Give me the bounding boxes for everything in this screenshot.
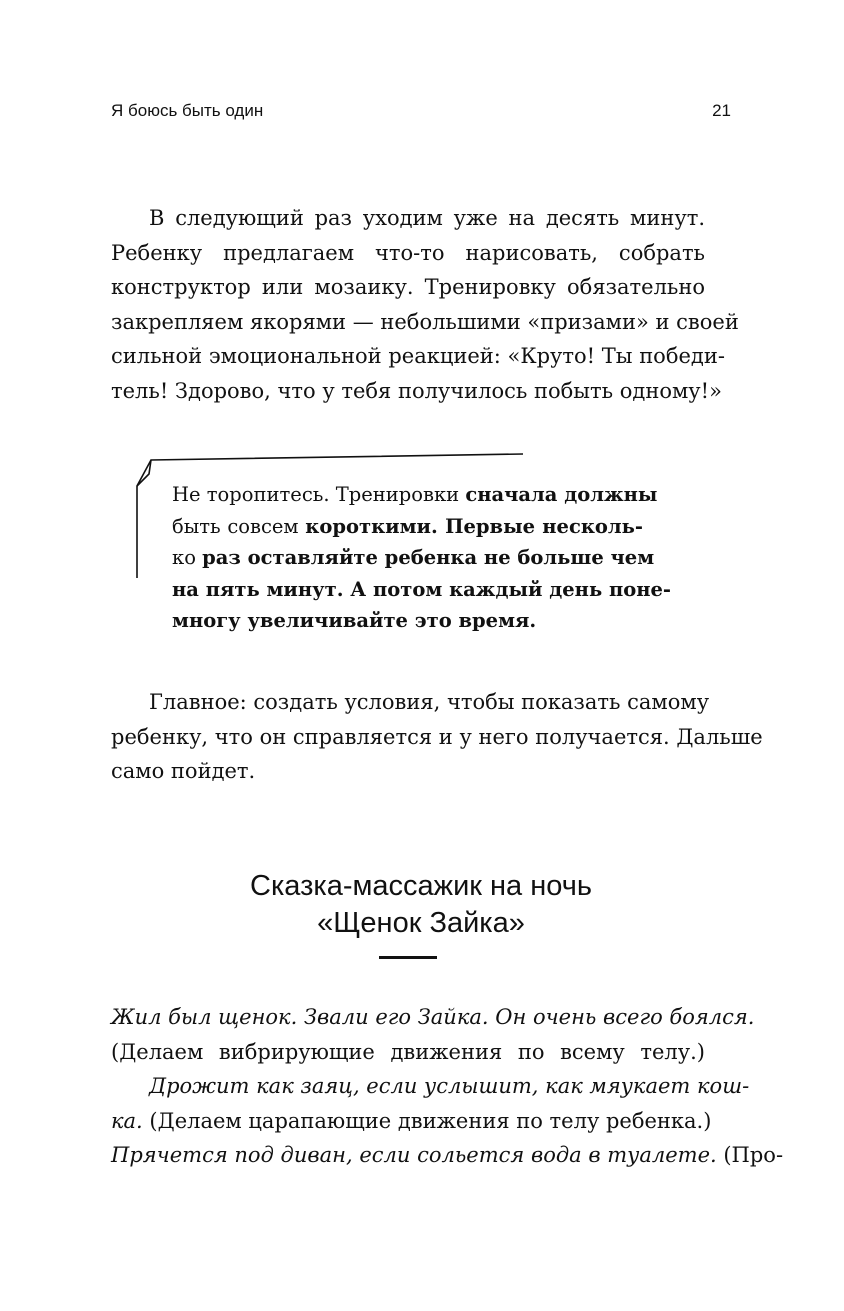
note-line: [172, 542, 655, 574]
running-head-title: Я боюсь быть один: [111, 101, 264, 120]
note-line: [172, 511, 643, 543]
paragraph-line: ребенку, что он справляется и у него получается. Дальше: [111, 724, 763, 749]
note-line-regular: ко: [172, 546, 203, 569]
note-text: [172, 479, 672, 637]
note-line-bold: на пять минут. А потом каждый день поне-: [172, 577, 672, 601]
section-title: [111, 868, 731, 942]
tale-regular: (Про-: [716, 1143, 784, 1167]
note-line-regular: быть совсем: [172, 514, 306, 538]
tale-italic: Дрожит как заяц, если услышит, как мяукает кош-: [149, 1074, 750, 1098]
note-line: [172, 479, 658, 511]
paragraph-line: конструктор или мозаику. Тренировку обязательно: [111, 275, 705, 299]
note-line-regular: Не торопитесь. Тренировки: [172, 483, 466, 506]
tale-italic: Жил был щенок. Звали его Зайка. Он очень всего боялся.: [111, 1005, 755, 1029]
tale-text: [111, 1000, 784, 1173]
tale-italic: Прячется под диван, если сольется вода в туалете.: [111, 1143, 717, 1167]
tale-italic: ка.: [111, 1108, 143, 1133]
paragraph-line: само пойдет.: [111, 759, 256, 783]
tale-regular: (Делаем царапающие движения по телу ребенка.): [142, 1108, 712, 1133]
paragraph-line: Ребенку предлагаем что-то нарисовать, собрать: [111, 240, 705, 265]
note-line: [172, 605, 643, 637]
note-line-bold: сначала должны: [465, 483, 658, 506]
paragraph-line: Главное: создать условия, чтобы показать самому: [149, 690, 710, 714]
paragraph-2: [111, 685, 763, 789]
paragraph-1: [111, 201, 739, 408]
running-head: [111, 101, 731, 125]
note-line-bold: многу увеличивайте это время.: [172, 609, 537, 632]
tale-line: [111, 1104, 712, 1139]
paragraph-line: В следующий раз уходим уже на десять минут.: [149, 206, 705, 230]
page-number: 21: [712, 101, 731, 120]
tale-line: (Делаем вибрирующие движения по всему телу.): [111, 1039, 705, 1064]
paragraph-line: тель! Здорово, что у тебя получилось побыть одному!»: [111, 378, 722, 403]
section-title-line: «Щенок Зайка»: [317, 907, 525, 939]
note-line: [172, 574, 672, 606]
tale-line: [111, 1138, 784, 1173]
title-divider: [379, 956, 437, 959]
tale-line: [111, 1069, 750, 1104]
note-line-bold: короткими. Первые несколь-: [305, 514, 643, 538]
section-title-line: Сказка-массажик на ночь: [250, 870, 592, 902]
tale-line: [111, 1000, 755, 1035]
paragraph-line: закрепляем якорями — небольшими «призами» и своей: [111, 309, 739, 334]
paragraph-line: сильной эмоциональной реакцией: «Круто! Ты победи-: [111, 344, 725, 368]
note-callout: [133, 448, 672, 638]
note-line-bold: раз оставляйте ребенка не больше чем: [202, 546, 655, 569]
